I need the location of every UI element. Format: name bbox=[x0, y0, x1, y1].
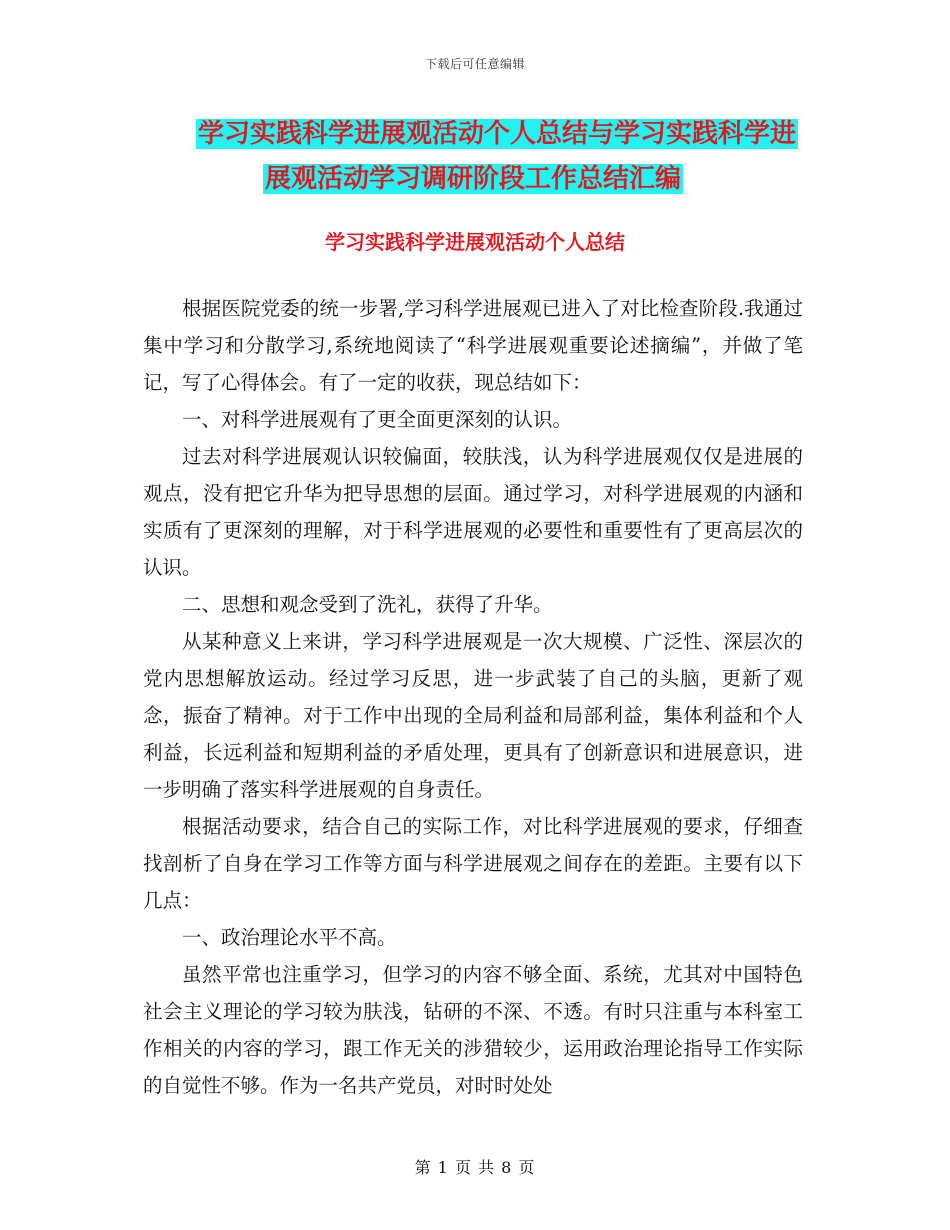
paragraph: 根据活动要求，结合自己的实际工作，对比科学进展观的要求，仔细查找剖析了自身在学习工作等方面与科学进展观之间存在的差距。主要有以下几点： bbox=[143, 815, 803, 912]
document-title-text-1: 学习实践科学进展观活动个人总结与学习实践科学进 bbox=[198, 119, 797, 149]
paragraph: 一、对科学进展观有了更全面更深刻的认识。 bbox=[182, 408, 573, 431]
paragraph: 过去对科学进展观认识较偏面，较肤浅，认为科学进展观仅仅是进展的观点，没有把它升华为把导思想的层面。通过学习，对科学进展观的内涵和实质有了更深刻的理解，对于科学进展观的必要性和重要性有了更高层次的认识。 bbox=[143, 445, 803, 579]
paragraph: 一、政治理论水平不高。 bbox=[182, 926, 397, 949]
document-title-line-2 bbox=[263, 158, 683, 195]
page-footer: 第 1 页 共 8 页 bbox=[414, 1158, 536, 1177]
page-header-note: 下载后可任意编辑 bbox=[424, 57, 525, 71]
paragraph: 虽然平常也注重学习，但学习的内容不够全面、系统，尤其对中国特色社会主义理论的学习较为肤浅，钻研的不深、不透。有时只注重与本科室工作相关的内容的学习，跟工作无关的涉猎较少，运用政治理论指导工作实际的自觉性不够。作为一名共产党员，对时时处处 bbox=[143, 963, 803, 1097]
section-title: 学习实践科学进展观活动个人总结 bbox=[325, 230, 625, 254]
document-title-line-1 bbox=[196, 113, 798, 150]
body-text bbox=[143, 290, 803, 1104]
document-title-text-2: 展观活动学习调研阶段工作总结汇编 bbox=[265, 164, 682, 194]
paragraph: 根据医院党委的统一步署,学习科学进展观已进入了对比检查阶段.我通过集中学习和分散学习,系统地阅读了“科学进展观重要论述摘编”，并做了笔记，写了心得体会。有了一定的收获，现总结如下： bbox=[143, 297, 803, 394]
paragraph: 二、思想和观念受到了洗礼，获得了升华。 bbox=[182, 593, 553, 616]
paragraph: 从某种意义上来讲，学习科学进展观是一次大规模、广泛性、深层次的党内思想解放运动。经过学习反思，进一步武装了自己的头脑，更新了观念，振奋了精神。对于工作中出现的全局利益和局部利益，集体利益和个人利益，长远利益和短期利益的矛盾处理，更具有了创新意识和进展意识，进一步明确了落实科学进展观的自身责任。 bbox=[143, 630, 803, 801]
